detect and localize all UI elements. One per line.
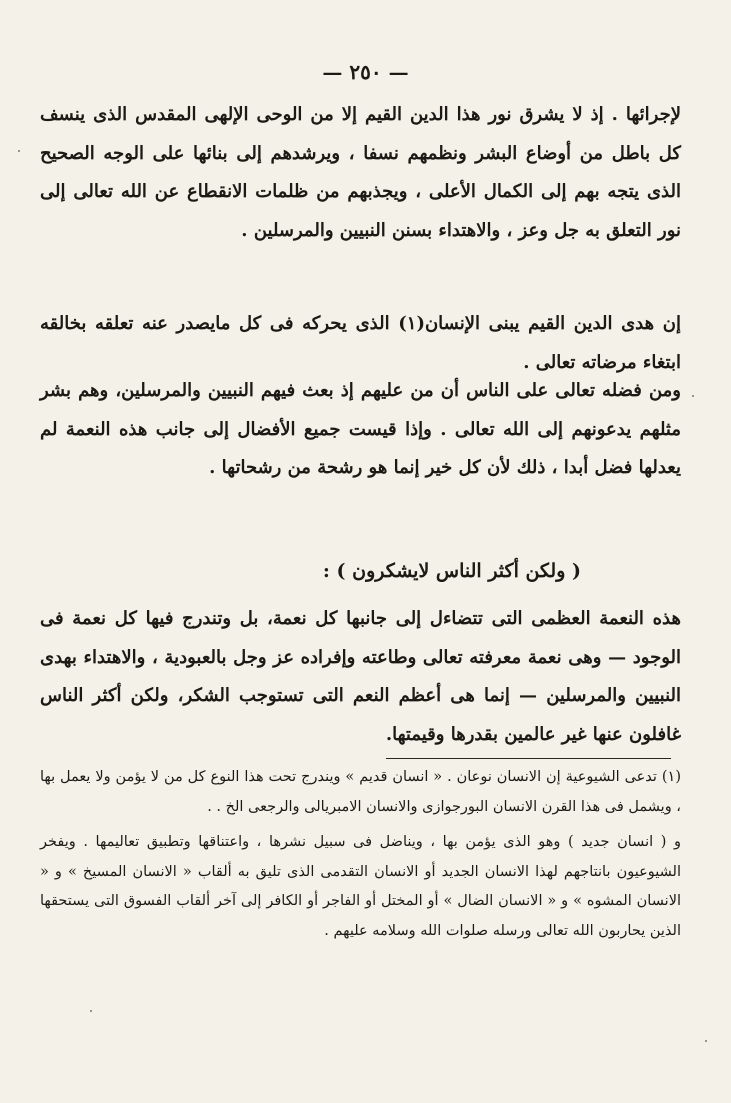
paragraph-2-block: [40, 305, 681, 382]
footnote-divider: [386, 758, 671, 759]
scan-speck: [705, 1040, 707, 1042]
page-number: — ٢٥٠ —: [322, 60, 409, 84]
scan-speck: [90, 1010, 92, 1012]
section-heading: ( ولكن أكثر الناس لايشكرون ) :: [322, 560, 581, 582]
scan-speck: [692, 395, 694, 397]
paragraph-1-block: [40, 96, 681, 250]
paragraph-4: هذه النعمة العظمى التى تتضاءل إلى جانبها كل نعمة، بل وتندرج فيها كل نعمة فى الوجود — وهى نعمة معرفته تعالى وطاعته وإفراده عز وجل بالعبودية ، والاهتداء بهدى النبيين والمرسلين — إنما هى أعظم النعم التى تستوجب الشكر، ولكن أكثر الناس غافلون عنها غير عالمين بقدرها وقيمتها.: [40, 608, 681, 745]
paragraph-3-block: [40, 372, 681, 488]
paragraph-1: لإجرائها . إذ لا يشرق نور هذا الدين القيم إلا من الوحى الإلهى المقدس الذى ينسف كل باطل من أوضاع البشر ونظمهم نسفا ، ويرشدهم إلى بنائها على الوجه الصحيح الذى يتجه بهم إلى الكمال الأعلى ، ويجذبهم من ظلمات الانقطاع عن الله تعالى إلى نور التعلق به جل وعز ، والاهتداء بسنن النبيين والمرسلين .: [40, 104, 681, 241]
footnote-1: (١) تدعى الشيوعية إن الانسان نوعان . « انسان قديم » ويندرج تحت هذا النوع كل من لا يؤمن ولا يعمل بها ، ويشمل فى هذا القرن الانسان البورجوازى والانسان الامبريالى والرجعى الخ . .: [40, 769, 681, 815]
paragraph-3: ومن فضله تعالى على الناس أن من عليهم إذ بعث فيهم النبيين والمرسلين، وهم بشر مثلهم يدعونهم إلى الله تعالى . وإذا قيست جميع الأفضال إلى جانب هذه النعمة لم يعدلها فضل أبدا ، ذلك لأن كل خير إنما هو رشحة من رشحاتها .: [40, 380, 682, 479]
paragraph-2: إن هدى الدين القيم يبنى الإنسان(١) الذى يحركه فى كل مايصدر عنه تعلقه بخالقه ابتغاء مرضاته تعالى .: [40, 313, 681, 373]
footnotes: [40, 763, 681, 946]
paragraph-4-block: [40, 600, 681, 754]
footnote-2: و ( انسان جديد ) وهو الذى يؤمن بها ، ويناضل فى سبيل نشرها ، واعتناقها وتطبيق تعاليمها . ويفخر الشيوعيون بانتاجهم لهذا الانسان الجديد أو الانسان التقدمى الذى تليق به ألقاب « الانسان المسيخ » و « الانسان المشوه » و « الانسان الضال » أو المختل أو الفاجر أو الكافر إلى آخر ألقاب الفسوق التى يستحقها الذين يحاربون الله تعالى ورسله صلوات الله وسلامه عليهم .: [40, 834, 681, 939]
scan-speck: [18, 150, 20, 152]
